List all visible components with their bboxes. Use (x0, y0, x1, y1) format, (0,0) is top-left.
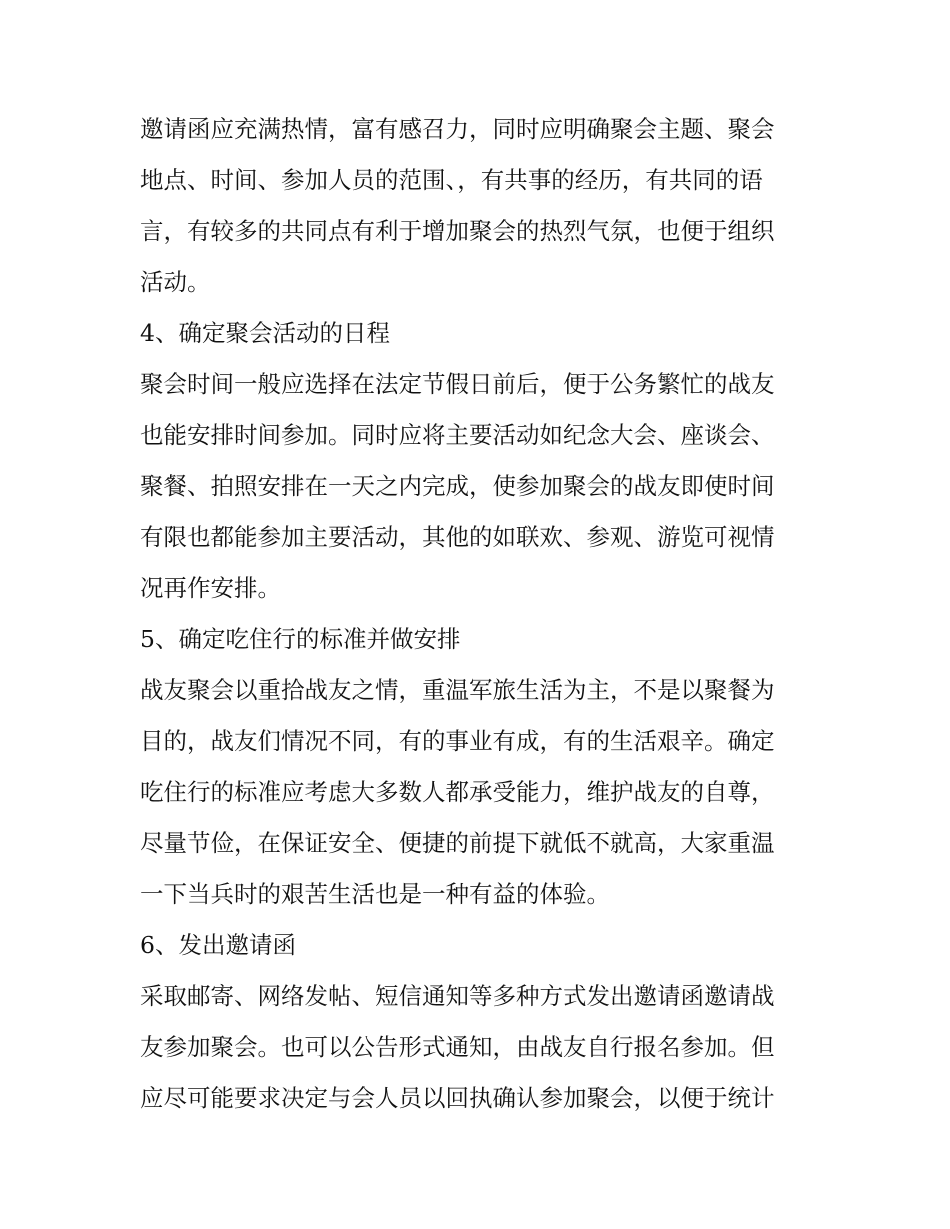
paragraph-line: 尽量节俭，在保证安全、便捷的前提下就低不就高，大家重温 (140, 829, 775, 857)
paragraph-line: 目的，战友们情况不同，有的事业有成，有的生活艰辛。确定 (140, 727, 775, 755)
section-heading: 5、确定吃住行的标准并做安排 (140, 625, 461, 653)
section-heading: 6、发出邀请函 (140, 931, 296, 959)
section-heading: 4、确定聚会活动的日程 (140, 319, 390, 347)
paragraph-line: 活动。 (140, 268, 211, 296)
paragraph-line: 况再作安排。 (140, 574, 281, 602)
paragraph-line: 友参加聚会。也可以公告形式通知，由战友自行报名参加。但 (140, 1033, 775, 1061)
paragraph-line: 聚餐、拍照安排在一天之内完成，使参加聚会的战友即使时间 (140, 472, 775, 500)
paragraph-line: 聚会时间一般应选择在法定节假日前后，便于公务繁忙的战友 (140, 370, 775, 398)
paragraph-line: 吃住行的标准应考虑大多数人都承受能力，维护战友的自尊， (140, 778, 775, 806)
paragraph-line: 应尽可能要求决定与会人员以回执确认参加聚会，以便于统计 (140, 1084, 775, 1112)
paragraph-line: 战友聚会以重拾战友之情，重温军旅生活为主，不是以聚餐为 (140, 676, 775, 704)
paragraph-line: 也能安排时间参加。同时应将主要活动如纪念大会、座谈会、 (140, 421, 775, 449)
paragraph-line: 邀请函应充满热情，富有感召力，同时应明确聚会主题、聚会 (140, 115, 775, 143)
paragraph-line: 有限也都能参加主要活动，其他的如联欢、参观、游览可视情 (140, 523, 775, 551)
paragraph-line: 一下当兵时的艰苦生活也是一种有益的体验。 (140, 880, 610, 908)
paragraph-line: 采取邮寄、网络发帖、短信通知等多种方式发出邀请函邀请战 (140, 982, 775, 1010)
paragraph-line: 地点、时间、参加人员的范围、，有共事的经历，有共同的语 (140, 166, 763, 194)
paragraph-line: 言，有较多的共同点有利于增加聚会的热烈气氛，也便于组织 (140, 217, 775, 245)
